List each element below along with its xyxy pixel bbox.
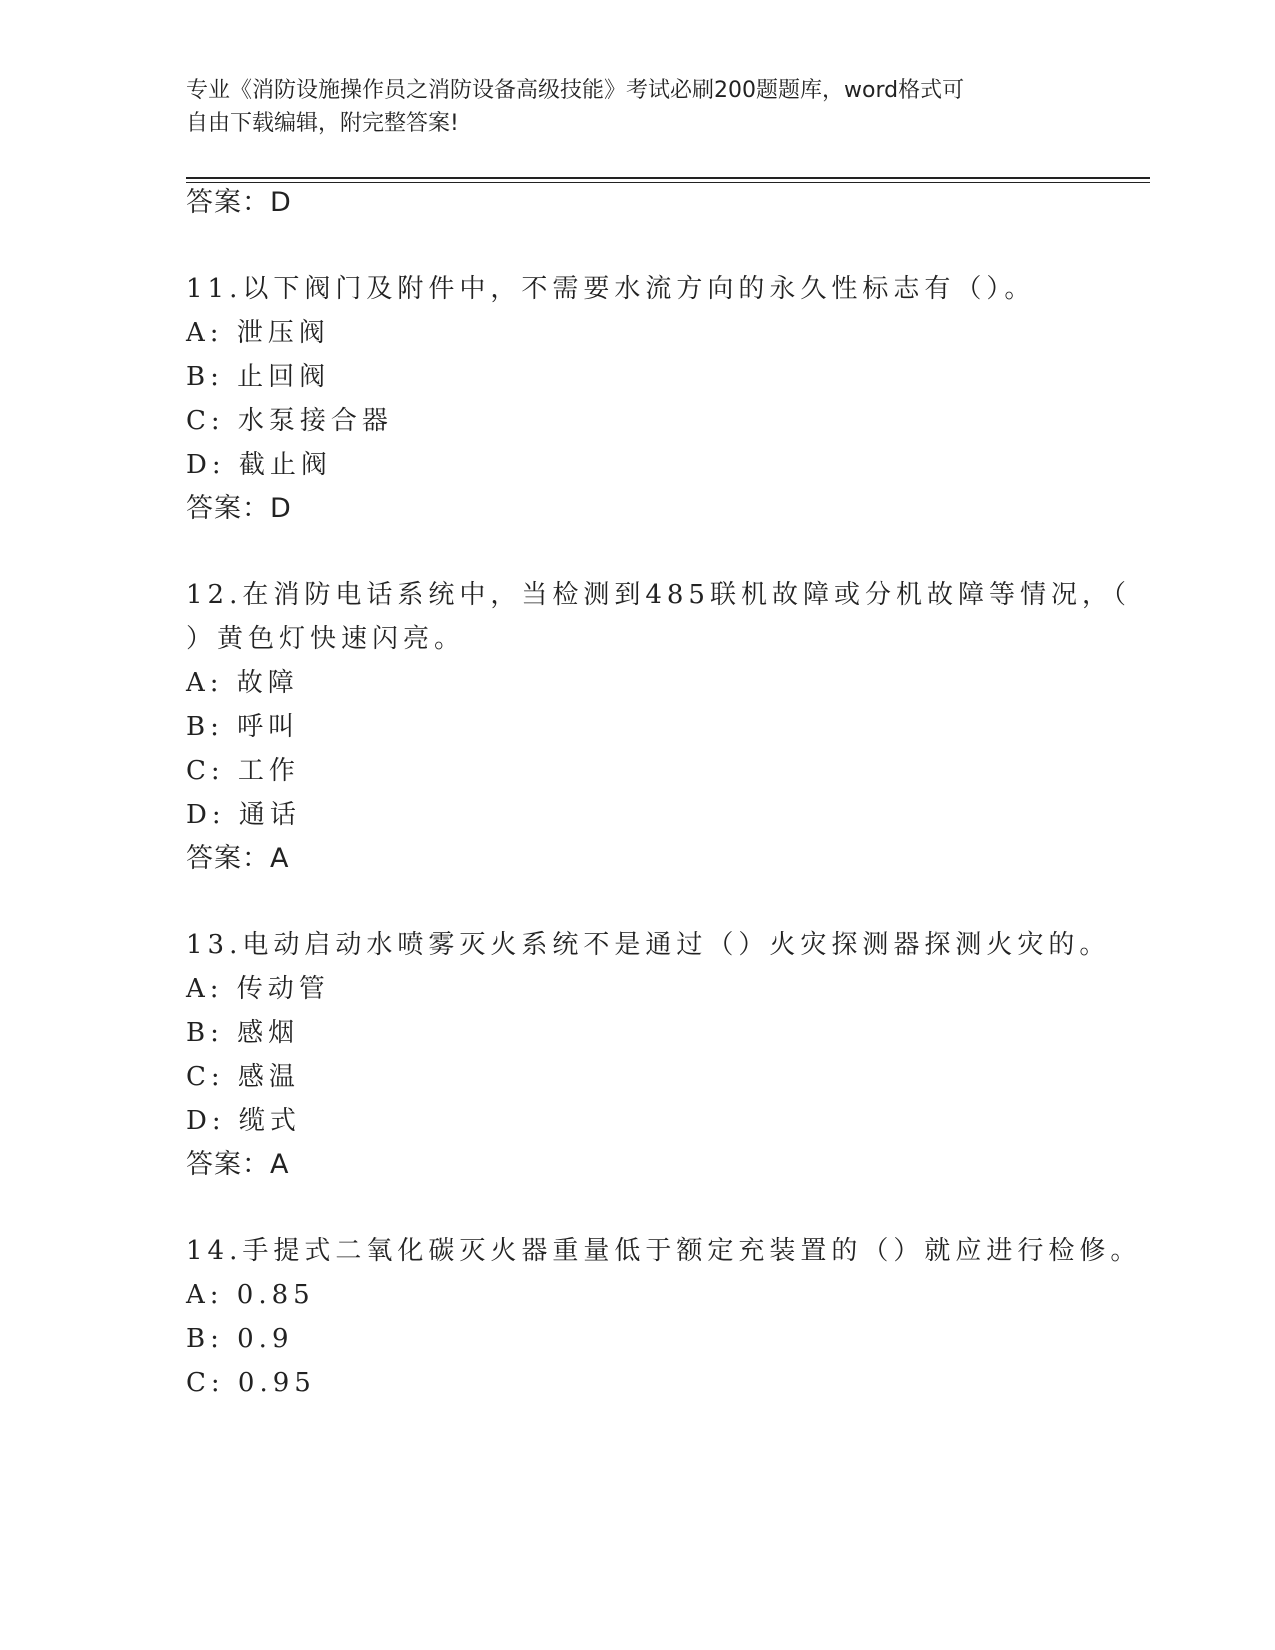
document-header bbox=[186, 74, 1066, 140]
option-12-d: D: 通话 bbox=[186, 800, 301, 830]
answer-11: 答案：D bbox=[186, 493, 292, 524]
question-13: 13.电动启动水喷雾灭火系统不是通过（）火灾探测器探测火灾的。 bbox=[186, 930, 1111, 960]
option-14-c: C: 0.95 bbox=[186, 1368, 316, 1398]
answer-13: 答案：A bbox=[186, 1149, 290, 1180]
question-12-line-2: ）黄色灯快速闪亮。 bbox=[186, 624, 466, 654]
option-13-a: A: 传动管 bbox=[186, 974, 330, 1004]
question-14: 14.手提式二氧化碳灭火器重量低于额定充装置的（）就应进行检修。 bbox=[186, 1236, 1142, 1266]
answer-12: 答案：A bbox=[186, 843, 290, 874]
header-divider-thin bbox=[186, 182, 1150, 183]
option-13-d: D: 缆式 bbox=[186, 1106, 301, 1136]
option-11-c: C: 水泵接合器 bbox=[186, 406, 393, 436]
option-13-c: C: 感温 bbox=[186, 1062, 300, 1092]
header-line-2: 自由下载编辑，附完整答案! bbox=[186, 111, 459, 136]
question-11: 11.以下阀门及附件中，不需要水流方向的永久性标志有（）。 bbox=[186, 274, 1036, 304]
option-11-a: A: 泄压阀 bbox=[186, 318, 330, 348]
option-12-a: A: 故障 bbox=[186, 668, 299, 698]
header-line-1: 专业《消防设施操作员之消防设备高级技能》考试必刷200题题库，word格式可 bbox=[186, 78, 965, 103]
answer-prev: 答案：D bbox=[186, 187, 292, 218]
option-12-b: B: 呼叫 bbox=[186, 712, 300, 742]
option-11-d: D: 截止阀 bbox=[186, 450, 332, 480]
option-14-a: A: 0.85 bbox=[186, 1280, 315, 1310]
question-12-line-1: 12.在消防电话系统中，当检测到485联机故障或分机故障等情况，（ bbox=[186, 580, 1131, 610]
option-13-b: B: 感烟 bbox=[186, 1018, 300, 1048]
header-divider bbox=[186, 177, 1150, 179]
option-14-b: B: 0.9 bbox=[186, 1324, 294, 1354]
option-12-c: C: 工作 bbox=[186, 756, 300, 786]
option-11-b: B: 止回阀 bbox=[186, 362, 331, 392]
